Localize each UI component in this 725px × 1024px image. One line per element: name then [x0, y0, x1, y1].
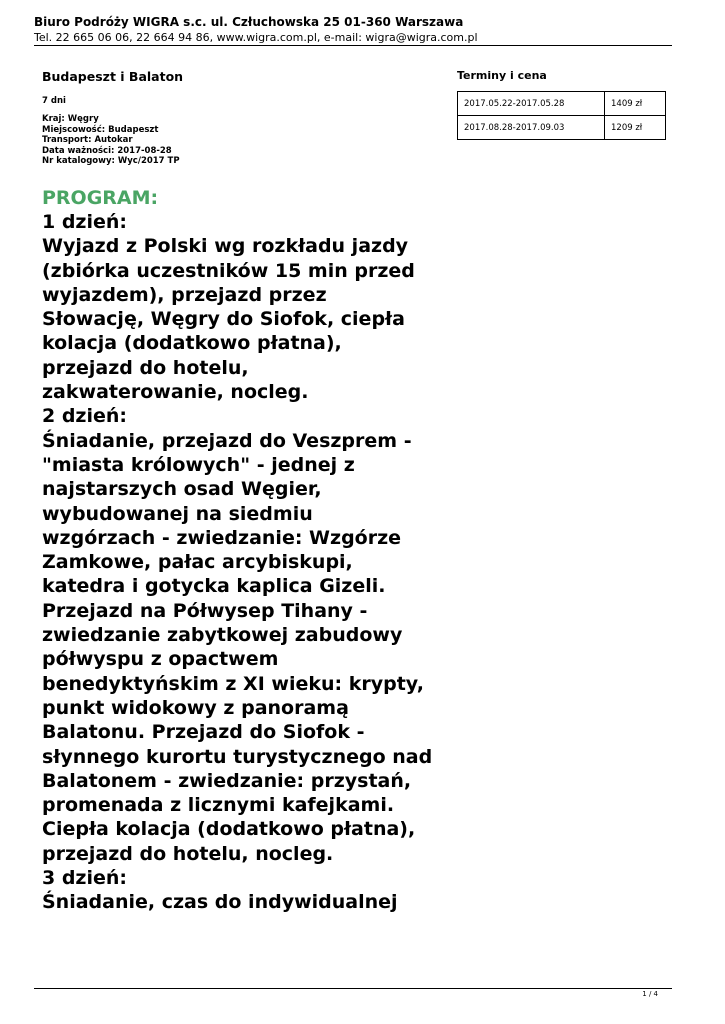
- trip-details: [42, 114, 422, 167]
- program-line: katedra i gotycka kaplica Gizeli.: [42, 575, 386, 598]
- program-line: Śniadanie, czas do indywidualnej: [42, 891, 398, 914]
- program-line: Przejazd na Półwysep Tihany -: [42, 599, 368, 622]
- program-line: półwyspu z opactwem: [42, 648, 279, 671]
- program-line: przejazd do hotelu,: [42, 356, 249, 379]
- header-divider: [34, 45, 672, 46]
- footer-divider: [34, 988, 672, 989]
- detail-catalog-number: Nr katalogowy: Wyc/2017 TP: [42, 156, 180, 166]
- trip-info: [42, 69, 422, 167]
- program-line: Balatonu. Przejazd do Siofok -: [42, 721, 365, 744]
- program-line: punkt widokowy z panoramą: [42, 696, 349, 719]
- program-line: słynnego kurortu turystycznego nad: [42, 745, 433, 768]
- program-line: 1 dzień:: [42, 211, 128, 233]
- program-line: "miasta królowych" - jednej z: [42, 453, 355, 476]
- company-name: Biuro Podróży WIGRA s.c. ul. Człuchowska 25 01-360 Warszawa: [34, 15, 464, 29]
- page-header: [34, 15, 674, 45]
- program-line: najstarszych osad Węgier,: [42, 478, 322, 501]
- price: 1409 zł: [605, 92, 666, 116]
- page-number: 1 / 4: [642, 990, 658, 998]
- table-row: [458, 116, 666, 140]
- program-line: Zamkowe, pałac arcybiskupi,: [42, 551, 353, 574]
- program-line: zwiedzanie zabytkowej zabudowy: [42, 624, 403, 647]
- program-line: (zbiórka uczestników 15 min przed: [42, 259, 415, 282]
- program-line: Ciepła kolacja (dodatkowo płatna),: [42, 818, 416, 841]
- dates-table: [457, 91, 666, 140]
- program-line: promenada z licznymi kafejkami.: [42, 794, 395, 817]
- detail-city: Miejscowość: Budapeszt: [42, 124, 159, 135]
- trip-title: Budapeszt i Balaton: [42, 69, 184, 84]
- program-line: wyjazdem), przejazd przez: [42, 283, 327, 306]
- table-row: [458, 92, 666, 116]
- program-line: Słowację, Węgry do Siofok, ciepła: [42, 308, 405, 331]
- program-line: przejazd do hotelu, nocleg.: [42, 842, 334, 865]
- program-section: [42, 186, 462, 915]
- date-range: 2017.05.22-2017.05.28: [458, 92, 605, 116]
- program-line: 2 dzień:: [42, 405, 128, 428]
- program-line: 3 dzień:: [42, 867, 128, 890]
- detail-country: Kraj: Węgry: [42, 114, 99, 124]
- program-line: kolacja (dodatkowo płatna),: [42, 332, 342, 355]
- detail-valid-date: Data ważności: 2017-08-28: [42, 145, 172, 156]
- detail-transport: Transport: Autokar: [42, 135, 133, 145]
- program-line: zakwaterowanie, nocleg.: [42, 381, 309, 404]
- program-line: Balatonem - zwiedzanie: przystań,: [42, 769, 412, 792]
- company-contact: Tel. 22 665 06 06, 22 664 94 86, www.wigra.com.pl, e-mail: wigra@wigra.com.pl: [34, 31, 478, 44]
- program-line: Wyjazd z Polski wg rozkładu jazdy: [42, 235, 409, 258]
- date-range: 2017.08.28-2017.09.03: [458, 116, 605, 140]
- program-text: [42, 210, 462, 915]
- dates-title: Terminy i cena: [457, 69, 547, 82]
- price: 1209 zł: [605, 116, 666, 140]
- program-line: wzgórzach - zwiedzanie: Wzgórze: [42, 526, 402, 549]
- program-line: wybudowanej na siedmiu: [42, 502, 313, 525]
- dates-panel: [457, 69, 667, 140]
- trip-duration: 7 dni: [42, 96, 66, 106]
- program-line: benedyktyńskim z XI wieku: krypty,: [42, 672, 424, 695]
- program-heading: PROGRAM:: [42, 187, 159, 209]
- program-line: Śniadanie, przejazd do Veszprem -: [42, 429, 412, 452]
